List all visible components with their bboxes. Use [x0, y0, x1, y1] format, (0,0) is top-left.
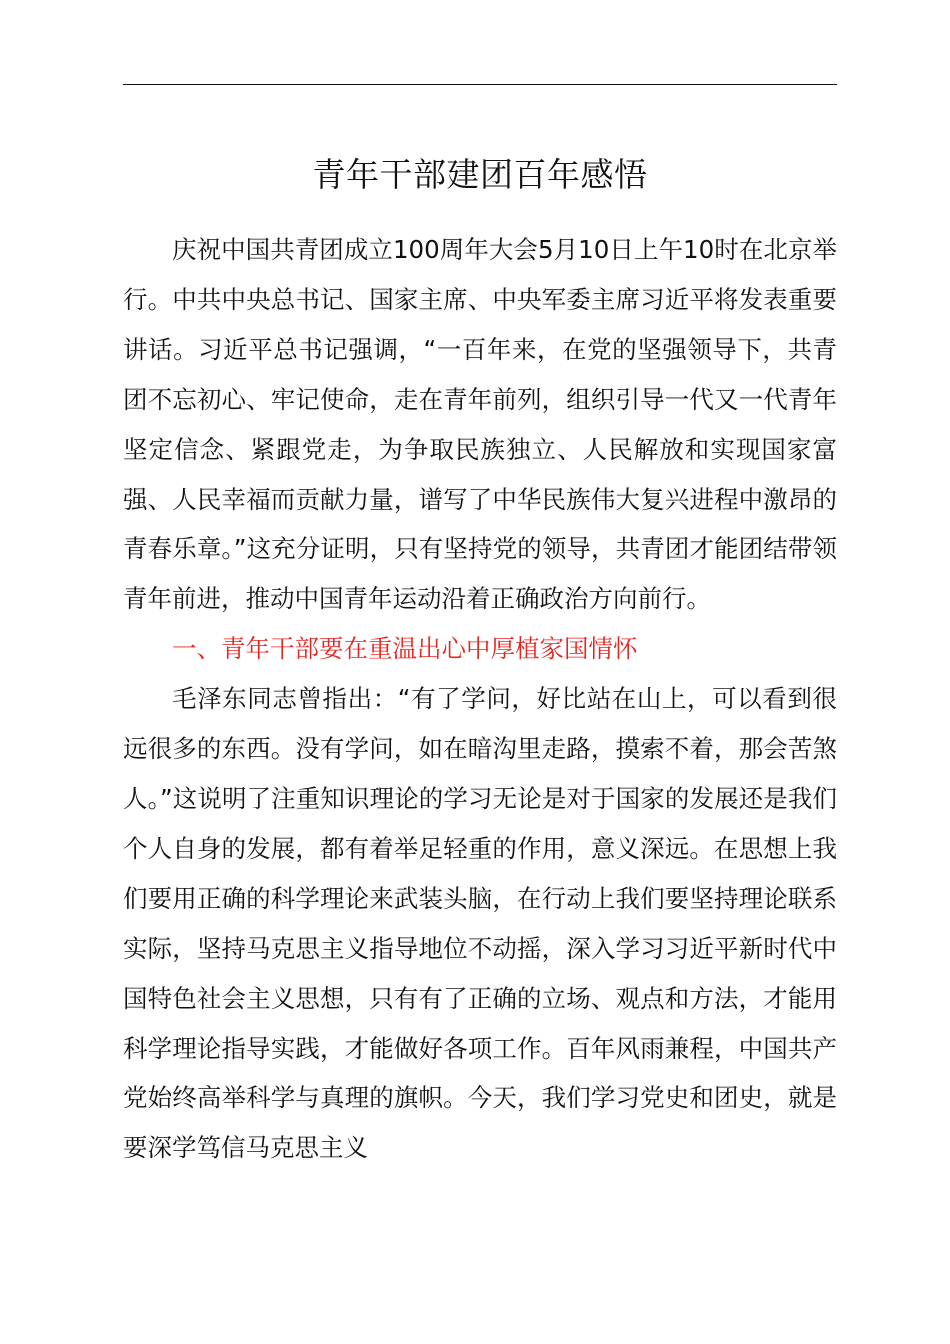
document-body — [123, 225, 837, 1173]
paragraph-section-1: 毛泽东同志曾指出：“有了学问，好比站在山上，可以看到很远很多的东西。没有学问，如在暗沟里走路，摸索不着，那会苦煞人。”这说明了注重知识理论的学习无论是对于国家的发展还是我们个人自身的发展，都有着举足轻重的作用，意义深远。在思想上我们要用正确的科学理论来武装头脑，在行动上我们要坚持理论联系实际，坚持马克思主义指导地位不动摇，深入学习习近平新时代中国特色社会主义思想，只有有了正确的立场、观点和方法，才能用科学理论指导实践，才能做好各项工作。百年风雨兼程，中国共产党始终高举科学与真理的旗帜。今天，我们学习党史和团史，就是要深学笃信马克思主义 — [123, 684, 837, 1163]
paragraph-intro: 庆祝中国共青团成立100周年大会5月10日上午10时在北京举行。中共中央总书记、国家主席、中央军委主席习近平将发表重要讲话。习近平总书记强调，“一百年来，在党的坚强领导下，共青团不忘初心、牢记使命，走在青年前列，组织引导一代又一代青年坚定信念、紧跟党走，为争取民族独立、人民解放和实现国家富强、人民幸福而贡献力量，谱写了中华民族伟大复兴进程中激昂的青春乐章。”这充分证明，只有坚持党的领导，共青团才能团结带领青年前进，推动中国青年运动沿着正确政治方向前行。 — [123, 235, 837, 614]
section-heading-1: 一、青年干部要在重温出心中厚植家国情怀 — [172, 634, 638, 664]
header-divider — [123, 84, 837, 85]
document-title: 青年干部建团百年感悟 — [312, 155, 648, 194]
